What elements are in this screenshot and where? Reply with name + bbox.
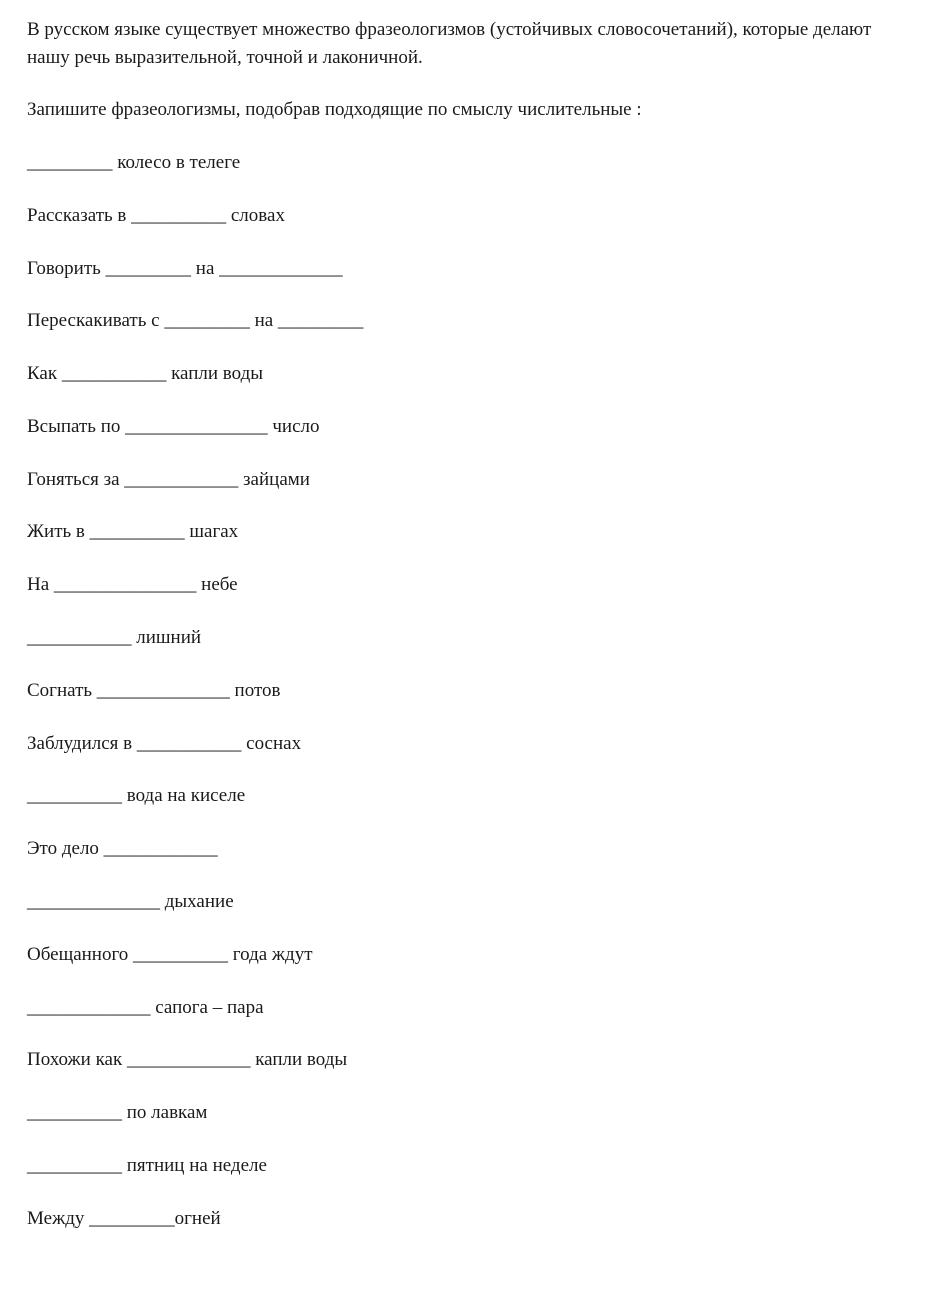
phrase-line: Гоняться за ____________ зайцами	[27, 469, 310, 490]
phrase-line: Между _________огней	[27, 1208, 221, 1229]
phrase-line: На _______________ небе	[27, 574, 238, 595]
intro-paragraph: В русском языке существует множество фразеологизмов (устойчивых словосочетаний), которые делают нашу речь выразительной, точной и лаконичной.	[27, 19, 872, 68]
phrase-line: Говорить _________ на _____________	[27, 258, 343, 279]
phrase-line: Перескакивать с _________ на _________	[27, 310, 364, 331]
phrase-line: _________ колесо в телеге	[27, 152, 241, 173]
phrase-line: __________ по лавкам	[27, 1102, 208, 1123]
phrase-line: ___________ лишний	[27, 627, 202, 648]
phrase-line: _____________ сапога – пара	[27, 997, 264, 1018]
phrase-line: Жить в __________ шагах	[27, 521, 239, 542]
phrase-line: ______________ дыхание	[27, 891, 234, 912]
phrase-line: Обещанного __________ года ждут	[27, 944, 313, 965]
phrase-line: Как ___________ капли воды	[27, 363, 264, 384]
phrase-line: __________ вода на киселе	[27, 785, 246, 806]
phrase-line: Рассказать в __________ словах	[27, 205, 285, 226]
phrase-line: Это дело ____________	[27, 838, 218, 859]
phrase-line: __________ пятниц на неделе	[27, 1155, 267, 1176]
task-instruction: Запишите фразеологизмы, подобрав подходящие по смыслу числительные :	[27, 99, 642, 120]
phrase-line: Согнать ______________ потов	[27, 680, 281, 701]
phrase-line: Заблудился в ___________ соснах	[27, 733, 302, 754]
phrase-line: Всыпать по _______________ число	[27, 416, 320, 437]
phrase-line: Похожи как _____________ капли воды	[27, 1049, 348, 1070]
